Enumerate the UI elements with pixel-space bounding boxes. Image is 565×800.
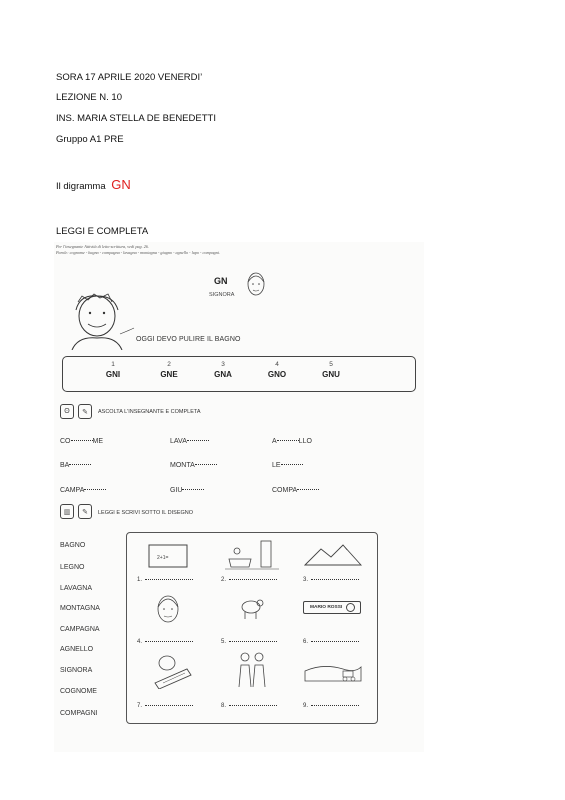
speech-text: OGGI DEVO PULIRE IL BAGNO bbox=[136, 336, 241, 343]
signora-caption: SIGNORA bbox=[209, 292, 235, 298]
syllable-3: 3 GNA bbox=[214, 361, 232, 379]
digram-label: Il digramma bbox=[56, 181, 106, 192]
answer-7: 7. bbox=[137, 703, 193, 709]
pencil-icon: ✎ bbox=[78, 504, 92, 519]
fill-word-1: CO ME bbox=[60, 438, 103, 445]
fill-word-2: LAVA bbox=[170, 438, 209, 445]
teacher-note: Per l'insegnante Attività di letto-scrittura, vedi pag. 26. bbox=[56, 244, 149, 249]
word-list-item: SIGNORA bbox=[60, 667, 93, 674]
syllables-box bbox=[62, 356, 416, 392]
pictures-frame bbox=[126, 532, 378, 724]
svg-text:2+1=: 2+1= bbox=[157, 555, 169, 561]
fill-word-3: A LLO bbox=[272, 438, 312, 445]
header-group: Gruppo A1 PRE bbox=[56, 134, 124, 145]
fill-word-4: BA bbox=[60, 462, 91, 469]
write-title: LEGGI E SCRIVI SOTTO IL DISEGNO bbox=[98, 510, 194, 516]
header-lesson: LEZIONE N. 10 bbox=[56, 92, 122, 103]
countryside-icon bbox=[303, 659, 363, 685]
worksheet-scan bbox=[54, 242, 424, 752]
word-list-item: COMPAGNI bbox=[60, 710, 98, 717]
ear-icon: ʘ bbox=[60, 404, 74, 419]
word-list-item: CAMPAGNA bbox=[60, 626, 100, 633]
book-icon: ▥ bbox=[60, 504, 74, 519]
answer-2: 2. bbox=[221, 577, 277, 583]
answer-4: 4. bbox=[137, 639, 193, 645]
answer-5: 5. bbox=[221, 639, 277, 645]
mountain-icon bbox=[303, 541, 363, 569]
answer-9: 9. bbox=[303, 703, 359, 709]
fill-word-5: MONTA bbox=[170, 462, 217, 469]
words-note: Parole: cognome - bagno - compagna - lavagna - montagna - giugno - agnello - lupo - compagni. bbox=[56, 250, 221, 255]
nameplate-text: MARIO ROSSI bbox=[310, 605, 343, 610]
digram-value: GN bbox=[111, 177, 131, 192]
fill-word-8: GIU bbox=[170, 487, 204, 494]
answer-1: 1. bbox=[137, 577, 193, 583]
syllable-5: 5 GNU bbox=[322, 361, 340, 379]
nameplate-circle-icon bbox=[346, 603, 355, 612]
pencil-icon: ✎ bbox=[78, 404, 92, 419]
syllable-4: 4 GNO bbox=[267, 361, 287, 379]
answer-6: 6. bbox=[303, 639, 359, 645]
fill-word-6: LE bbox=[272, 462, 303, 469]
header-teacher: INS. MARIA STELLA DE BENEDETTI bbox=[56, 113, 216, 124]
gn-heading: GN bbox=[214, 276, 228, 286]
woman-face-icon bbox=[153, 591, 183, 627]
answer-8: 8. bbox=[221, 703, 277, 709]
syllable-1: 1 GNI bbox=[105, 361, 121, 379]
answer-3: 3. bbox=[303, 577, 359, 583]
word-list-item: BAGNO bbox=[60, 542, 86, 549]
listen-title: ASCOLTA L'INSEGNANTE E COMPLETA bbox=[98, 409, 201, 415]
nameplate bbox=[303, 601, 361, 614]
fill-word-9: COMPA bbox=[272, 487, 319, 494]
word-list-item: LEGNO bbox=[60, 564, 85, 571]
wood-log-icon bbox=[149, 653, 193, 689]
blackboard-icon bbox=[145, 541, 193, 573]
signora-face-icon bbox=[244, 270, 268, 298]
syllable-2: 2 GNE bbox=[160, 361, 178, 379]
digram-heading bbox=[56, 177, 131, 192]
fill-word-7: CAMPA bbox=[60, 487, 106, 494]
word-list-item: MONTAGNA bbox=[60, 605, 100, 612]
header-date: SORA 17 APRILE 2020 VENERDI’ bbox=[56, 72, 203, 83]
friends-icon bbox=[233, 649, 273, 689]
lamb-icon bbox=[237, 595, 265, 621]
word-list-item: AGNELLO bbox=[60, 646, 94, 653]
instruction-heading: LEGGI E COMPLETA bbox=[56, 226, 149, 237]
bathroom-icon bbox=[223, 537, 283, 573]
word-list-item: COGNOME bbox=[60, 688, 97, 695]
word-list-item: LAVAGNA bbox=[60, 585, 93, 592]
boy-portrait-icon bbox=[58, 290, 138, 350]
